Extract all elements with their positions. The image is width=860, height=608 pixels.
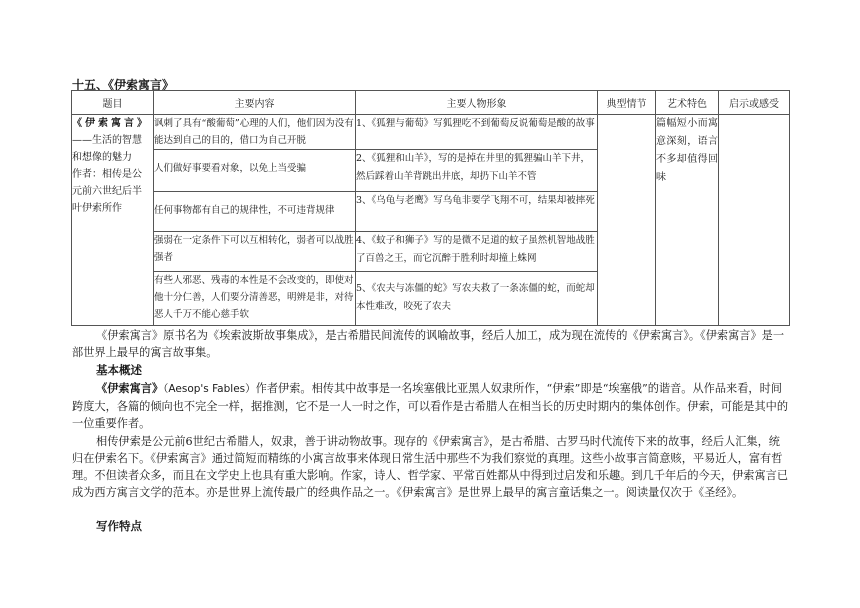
subtitle-line: 叶伊索所作: [72, 203, 122, 214]
row-content: 人们做好事要看对象，以免上当受骗: [154, 150, 356, 192]
header-main-characters: 主要人物形象: [356, 91, 598, 115]
row-content: 有些人邪恶、残毒的本性是不会改变的，即使对他十分仁善，人们要分清善恶，明辨是非，对待恶人千万不能心慈手软: [154, 272, 356, 326]
header-main-content: 主要内容: [154, 91, 356, 115]
row-characters: 2、《狐狸和山羊》，写的是掉在井里的狐狸骗山羊下井，然后踩着山羊背跳出井底，却扔下山羊不管: [356, 150, 598, 192]
section-title: 十五、《伊索寓言》: [72, 78, 175, 92]
subtitle-line: ——生活的智慧: [72, 135, 142, 146]
overview-heading: 基本概述: [96, 363, 142, 377]
row-characters: 5、《农夫与冻僵的蛇》写农夫救了一条冻僵的蛇，而蛇却本性难改，咬死了农夫: [356, 272, 598, 326]
english-title: （Aesop's Fables）: [163, 383, 256, 395]
row-characters: 1、《狐狸与葡萄》写狐狸吃不到葡萄反说葡萄是酸的故事: [356, 115, 598, 150]
row-content: 讽刺了具有“酸葡萄”心理的人们，他们因为没有能达到自己的目的，借口为自己开脱: [154, 115, 356, 150]
subtitle-line: 作者：相传是公: [72, 169, 142, 180]
subtitle-line: 和想像的魅力: [72, 152, 132, 163]
header-art-feature: 艺术特色: [656, 91, 719, 115]
table-header-row: [72, 91, 790, 115]
table-row: [72, 115, 790, 150]
row-content: 任何事物都有自己的规律性，不可违背规律: [154, 192, 356, 232]
overview-paragraph-2: 相传伊索是公元前6世纪古希腊人，奴隶，善于讲动物故事。现存的《伊索寓言》，是古希腊、古罗马时代流传下来的故事，经后人汇集，统归在伊索名下。《伊索寓言》通过简短而精练的小寓言故事来体现日常生活中那些不为我们察觉的真理。这些小故事言简意赅，平易近人，富有哲理。不但读者众多，而且在文学史上也具有重大影响。作家，诗人、哲学家、平常百姓都从中得到过启发和乐趣。到几千年后的今天，伊索寓言已成为西方寓言文学的范本。亦是世界上流传最广的经典作品之一。《伊索寓言》是世界上最早的寓言童话集之一。阅读量仅次于《圣经》。: [72, 435, 789, 499]
overview-p1-text: 作者伊索。相传其中故事是一名埃塞俄比亚黑人奴隶所作，“伊索”即是“埃塞俄”的谐音。从作品来看，时间跨度大，各篇的倾向也不完全一样，据推测，它不是一人一时之作，可以看作是古希腊人在相当长的历史时期内的集体创作。伊索，可能是其中的一位重要作者。: [72, 382, 789, 430]
book-title-cell: [72, 115, 154, 326]
writing-heading: 写作特点: [96, 519, 142, 533]
inspiration-cell: [719, 115, 790, 326]
row-characters: 3、《乌龟与老鹰》写乌龟非要学飞翔不可，结果却被摔死: [356, 192, 598, 232]
art-feature-cell: 篇幅短小而寓意深刻，语言不多却值得回味: [656, 115, 719, 326]
intro-paragraph: 《伊索寓言》原书名为《埃索波斯故事集成》，是古希腊民间流传的讽喻故事，经后人加工，成为现在流传的《伊索寓言》。《伊索寓言》是一部世界上最早的寓言故事集。: [72, 329, 785, 359]
book-name-bold: 《伊索寓言》: [96, 381, 164, 395]
aesop-table: [71, 90, 790, 326]
subtitle-line: 元前六世纪后半: [72, 186, 142, 197]
row-characters: 4、《蚊子和狮子》写的是微不足道的蚊子虽然机智地战胜了百兽之王，而它沉醉于胜利时却撞上蛛网: [356, 232, 598, 272]
header-title: 题目: [72, 91, 154, 115]
overview-paragraph-1: [72, 380, 790, 432]
book-name: 《伊索寓言》: [72, 118, 150, 129]
row-content: 强弱在一定条件下可以互相转化，弱者可以战胜强者: [154, 232, 356, 272]
typical-plot-cell: [598, 115, 656, 326]
header-typical-plot: 典型情节: [598, 91, 656, 115]
header-inspiration: 启示或感受: [719, 91, 790, 115]
